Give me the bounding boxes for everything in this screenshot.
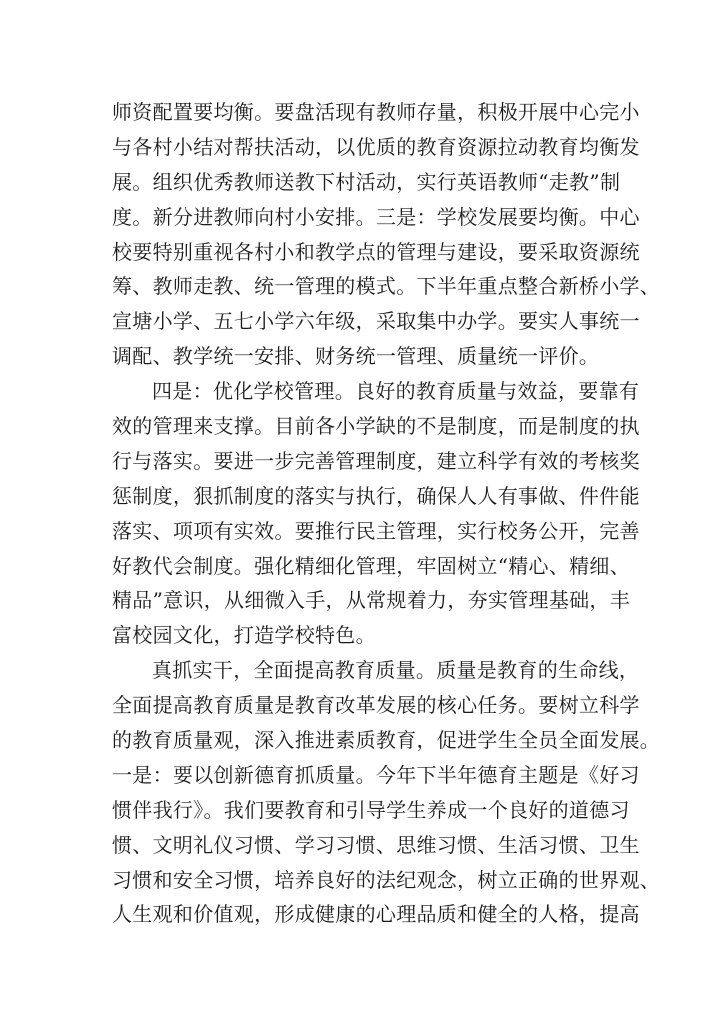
text-line: 全面提高教育质量是教育改革发展的核心任务。要树立科学 — [112, 693, 640, 718]
text-line: 落实、项项有实效。要推行民主管理，实行校务公开，完善 — [112, 518, 640, 543]
text-line: 行与落实。要进一步完善管理制度，建立科学有效的考核奖 — [112, 448, 640, 473]
text-line: 习惯和安全习惯，培养良好的法纪观念，树立正确的世界观、 — [112, 867, 661, 892]
text-line: 展。组织优秀教师送教下村活动，实行英语教师“走教”制 — [112, 169, 621, 194]
text-line: 惯伴我行》。我们要教育和引导学生养成一个良好的道德习 — [112, 797, 630, 822]
text-line: 效的管理来支撑。目前各小学缺的不是制度，而是制度的执 — [112, 414, 640, 439]
text-line: 的教育质量观，深入推进素质教育，促进学生全员全面发展。 — [112, 728, 661, 753]
document-body — [112, 95, 661, 932]
text-line: 四是：优化学校管理。良好的教育质量与效益，要靠有 — [152, 379, 640, 404]
text-line: 师资配置要均衡。要盘活现有教师存量，积极开展中心完小 — [112, 100, 640, 124]
text-line: 筹、教师走教、统一管理的模式。下半年重点整合新桥小学、 — [112, 274, 661, 299]
text-line: 度。新分进教师向村小安排。三是：学校发展要均衡。中心 — [112, 204, 640, 229]
text-line: 调配、教学统一安排、财务统一管理、质量统一评价。 — [112, 344, 600, 369]
text-line: 富校园文化，打造学校特色。 — [112, 623, 376, 648]
text-line: 与各村小结对帮扶活动，以优质的教育资源拉动教育均衡发 — [112, 134, 640, 159]
text-line: 惯、文明礼仪习惯、学习习惯、思维习惯、生活习惯、卫生 — [112, 832, 640, 857]
text-line: 校要特别重视各村小和教学点的管理与建设，要采取资源统 — [112, 239, 640, 264]
text-line: 精品”意识，从细微入手，从常规着力，夯实管理基础，丰 — [112, 588, 631, 613]
text-line: 宣塘小学、五七小学六年级，采取集中办学。要实人事统一 — [112, 309, 640, 334]
text-line: 惩制度，狠抓制度的落实与执行，确保人人有事做、件件能 — [112, 483, 640, 508]
text-line: 一是：要以创新德育抓质量。今年下半年德育主题是《好习 — [112, 762, 640, 787]
text-line: 好教代会制度。强化精细化管理，牢固树立“精心、精细、 — [112, 553, 631, 578]
text-line: 真抓实干，全面提高教育质量。质量是教育的生命线， — [152, 658, 640, 683]
text-line: 人生观和价值观，形成健康的心理品质和健全的人格，提高 — [112, 902, 640, 927]
